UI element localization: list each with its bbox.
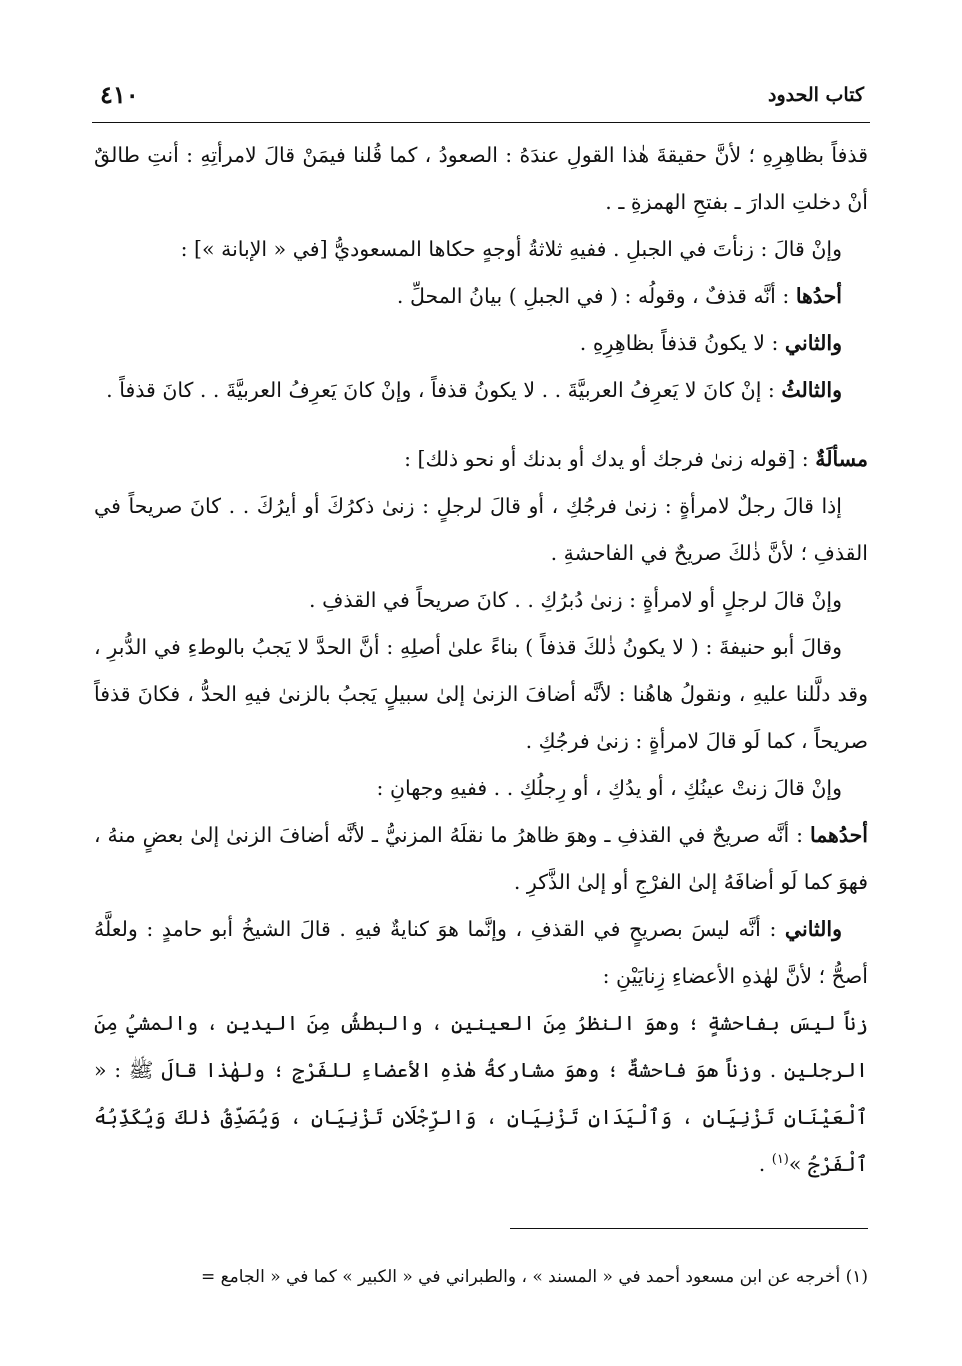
term-label: والثالثُ (781, 378, 842, 402)
issue-title: : [قوله زنیٰ فرجك أو يدك أو بدنك أو نحو ذلك] : (404, 447, 816, 471)
paragraph-end: . (758, 1152, 772, 1176)
paragraph (94, 273, 868, 320)
paragraph: قذفاً بظاهِرِهِ ؛ لأنَّ حقيقةَ هٰذا القولِ عندَهُ : الصعودُ ، كما قُلنا فيمَنْ قالَ لامرأتِهِ : أنتِ طالقٌ أنْ دخلتِ الدارَ ـ بفتحِ الهمزةِ ـ . (94, 143, 868, 214)
paragraph-text: : إنْ كانَ لا يَعرِفُ العربيَّةَ . . لا يكونُ قذفاً ، وإنْ كانَ يَعرِفُ العربيَّةَ . . كانَ قذفاً . (106, 378, 782, 402)
footnote: (١) أخرجه عن ابن مسعود أحمد في « المسند » ، والطبراني في « الكبير » كما في « الجامع = (200, 1267, 868, 1287)
section-heading (94, 436, 868, 483)
paragraph-text: : أنَّه ليسَ بصريحٍ في القذفِ ، وإنَّما هوَ كنايةٌ فيهِ . قالَ الشيخُ أبو حامدٍ : ولعلَّهُ أصحُّ ؛ لأنَّ لهٰذهِ الأعضاءِ زِنايَيْنِ : (94, 917, 868, 988)
running-title: كتاب الحدود (767, 84, 864, 106)
term-label: والثاني (784, 917, 842, 941)
footnote-reference[interactable]: (١) (771, 1152, 789, 1168)
issue-label: مسألَةٌ (815, 447, 868, 471)
section-gap (94, 414, 868, 436)
paragraph-text: زناً ليسَ بفاحشةٍ ؛ وهوَ النظرُ مِنَ العينينِ ، والبطشُ مِنَ اليدينِ ، والمشيُ مِنَ الرجلينِ . وزناً هوَ فاحشةٌ ؛ وهوَ مشاركةُ هٰذهِ الأعضاءِ للفَرْجِ ؛ ولهٰذا قالَ ﷺ : « ٱلْعَيْنَانِ تَزْنِيَانِ ، وَٱلْيَدَانِ تَزْنِيَانِ ، وَالرِّجْلَانِ تَزْنِيَانِ ، وَيُصَدِّقُ ذٰلكَ وَيُكَذِّبُهُ ٱلْفَرْجُ » (94, 1011, 868, 1176)
paragraph-text: : لا يكونُ قذفاً بظاهِرِهِ . (579, 331, 785, 355)
paragraph (94, 1000, 868, 1188)
footnote-rule (510, 1228, 868, 1229)
term-label: أحدُها (795, 284, 842, 308)
paragraph: وإنْ قالَ : زنأتَ في الجبلِ . ففيهِ ثلاثةُ أوجهٍ حكاها المسعوديُّ [في « الإبانة »] : (180, 237, 842, 261)
running-header (92, 80, 870, 114)
page-number: ٤١٠ (100, 80, 139, 109)
paragraph (94, 367, 868, 414)
paragraph (94, 320, 868, 367)
term-label: والثاني (784, 331, 842, 355)
paragraph-text: : أنَّه صريحٌ في القذفِ ـ وهوَ ظاهرُ ما نقلَهُ المزنيُّ ـ لأنَّه أضافَ الزنیٰ إلیٰ بعضٍ منهُ ، فهوَ كما لَو أضافَهُ إلیٰ الفرْجِ أو إلیٰ الذَّكرِ . (94, 823, 868, 894)
header-rule (92, 122, 870, 123)
paragraph: إذا قالَ رجلٌ لامرأةٍ : زنیٰ فرجُكِ ، أو قالَ لرجلٍ : زنیٰ ذكرُكَ أو أيرُكَ . . كانَ صريحاً في القذفِ ؛ لأنَّ ذٰلكَ صريحٌ في الفاحشةِ . (94, 494, 868, 565)
paragraph (94, 812, 868, 906)
paragraph: وقالَ أبو حنيفةَ : ( لا يكونُ ذٰلكَ قذفاً ) بناءً علیٰ أصلِهِ : أنَّ الحدَّ لا يَجبُ بالوطءِ في الدُّبرِ ، وقد دلَّلنا عليهِ ، ونقولُ هاهُنا : لأنَّه أضافَ الزنیٰ إلیٰ سبيلٍ يَجبُ بالزنیٰ فيهِ الحدُّ ، فكانَ قذفاً صريحاً ، كما لَو قالَ لامرأةٍ : زنیٰ فرجُكِ . (94, 635, 868, 753)
main-text (94, 132, 868, 1188)
term-label: أحدُهما (809, 823, 868, 847)
paragraph-text: : أنَّه قذفٌ ، وقولُه : ( في الجبلِ ) بيانُ المحلِّ . (396, 284, 796, 308)
paragraph (94, 906, 868, 1000)
paragraph: وإنْ قالَ لرجلٍ أو لامرأةٍ : زنیٰ دُبرُكِ . . كانَ صريحاً في القذفِ . (309, 588, 842, 612)
paragraph: وإنْ قالَ زنتْ عينُكِ ، أو يدُكِ ، أو رِجلُكِ . . ففيهِ وجهانِ : (376, 776, 842, 800)
